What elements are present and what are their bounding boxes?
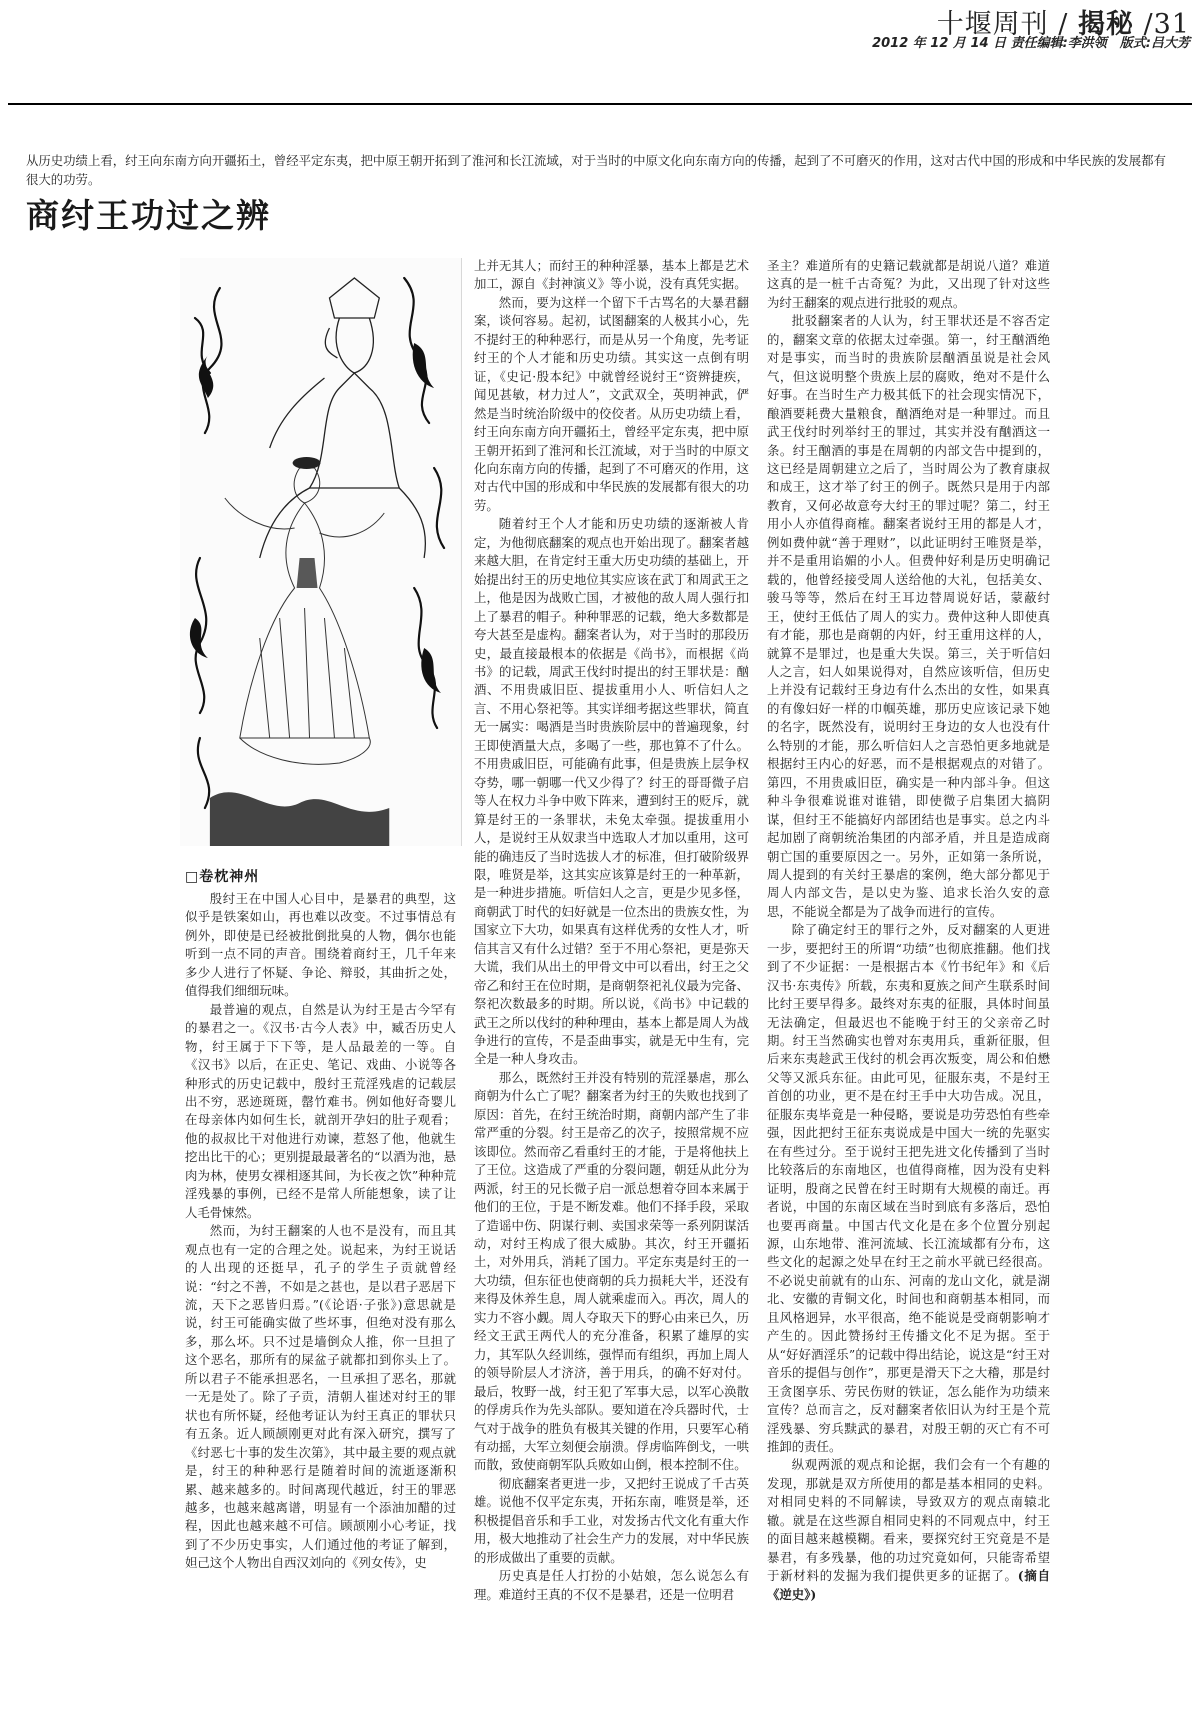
article-column-2 [474, 257, 749, 1604]
paper-name: 十堰周刊 [936, 9, 1049, 40]
top-rule [8, 103, 1192, 105]
paragraph: 随着纣王个人才能和历史功绩的逐渐被人肯定，为他彻底翻案的观点也开始出现了。翻案者越来越大胆，在肯定纣王重大历史功绩的基础上，开始提出纣王的历史地位其实应该在武丁和周武王之上，他是因为战败亡国，才被他的敌人周人强行扣上了暴君的帽子。种种罪恶的记载，绝大多数都是夸大甚至是虚构。翻案者认为，对于当时的那段历史，最直接最根本的依据是《尚书》，而根据《尚书》的记载，周武王伐纣时提出的纣王罪状是：酗酒、不用贵戚旧臣、提拔重用小人、听信妇人之言、不用心祭祀等。其实详细考据这些罪状，简直无一属实：喝酒是当时贵族阶层中的普遍现象，纣王即使酒量大点，多喝了一些，那也算不了什么。不用贵戚旧臣，可能确有此事，但是贵族上层争权夺势，哪一朝哪一代又少得了？纣王的哥哥微子启等人在权力斗争中败下阵来，遭到纣王的贬斥，就算是纣王的一条罪状，未免太牵强。提拔重用小人，是说纣王从奴隶当中选取人才加以重用，这可能的确违反了当时选拔人才的标准，但打破阶级界限，唯贤是举，这其实应该算是纣王的一种革新，是一种进步措施。听信妇人之言，更是少见多怪，商朝武丁时代的妇好就是一位杰出的贵族女性，为国家立下大功，如果真有这样优秀的女性人才，听信其言又有什么过错？至于不用心祭祀，更是弥天大谎，我们从出土的甲骨文中可以看出，纣王之父帝乙和纣王在位时期，是商朝祭祀礼仪最为完备、祭祀次数最多的时期。所以说，《尚书》中记载的武王之所以伐纣的种种理由，基本上都是周人为战争进行的宣传，不是歪曲事实，就是无中生有，完全是一种人身攻击。 [474, 516, 749, 1067]
paragraph: 上并无其人；而纣王的种种淫暴，基本上都是艺术加工，源自《封神演义》等小说，没有真凭实据。 [474, 258, 749, 292]
paragraph: 历史真是任人打扮的小姑娘，怎么说怎么有理。难道纣王真的不仅不是暴君，还是一位明君 [474, 1568, 749, 1602]
masthead-info: 2012 年 12 月 14 日 责任编辑:李洪领 版式:吕大芳 [872, 36, 1190, 51]
paragraph: 批驳翻案者的人认为，纣王罪状还是不容否定的，翻案文章的依据太过牵强。第一，纣王酗酒绝对是事实，而当时的贵族阶层酗酒虽说是社会风气，但这说明整个贵族上层的腐败，绝对不是什么好事。在当时生产力极其低下的社会现实情况下，酿酒要耗费大量粮食，酗酒绝对是一种罪过。而且武王伐纣时列举纣王的罪过，其实并没有酗酒这一条。纣王酗酒的事是在周朝的内部文告中提到的，这已经是周朝建立之后了，当时周公为了教育康叔和成王，这才举了纣王的例子。既然只是用于内部教育，又何必故意夸大纣王的罪过呢？第二，纣王用小人亦值得商榷。翻案者说纣王用的都是人才，例如费仲就“善于理财”，以此证明纣王唯贤是举，并不是重用谄媚的小人。但费仲好利是历史明确记载的，他曾经接受周人送给他的大礼，包括美女、骏马等等，然后在纣王耳边替周说好话，蒙蔽纣王，使纣王低估了周人的实力。费仲这种人即使真有才能，那也是商朝的内奸，纣王重用这样的人，就算不是罪过，也是重大失误。第三，关于听信妇人之言，妇人如果说得对，自然应该听信，但历史上并没有记载纣王身边有什么杰出的女性，如果真的有像妇好一样的巾帼英雄，那历史应该记录下她的名字，既然没有，说明纣王身边的女人也没有什么特别的才能，那么听信妇人之言恐怕更多地就是根据纣王内心的好恶，而不是根据观点的对错了。第四，不用贵戚旧臣，确实是一种内部斗争。但这种斗争很难说谁对谁错，即使微子启集团大搞阴谋，但纣王不能搞好内部团结也是事实。总之内斗起加剧了商朝统治集团的内部矛盾，并且是造成商朝亡国的重要原因之一。另外，正如第一条所说，周人提到的有关纣王暴虐的案例，绝大部分都见于周人内部文告，是以史为鉴、追求长治久安的意思，不能说全都是为了战争而进行的宣传。 [767, 313, 1050, 919]
paragraph: 然而，要为这样一个留下千古骂名的大暴君翻案，谈何容易。起初，试图翻案的人极其小心，先不提纣王的种种恶行，而是从另一个角度，先考证纣王的个人才能和历史功绩。其实这一点倒有明证，《史记·殷本纪》中就曾经说纣王“资辨捷疾，闻见甚敏，材力过人”，文武双全，英明神武，俨然是当时统治阶级中的佼佼者。从历史功绩上看，纣王向东南方向开疆拓土，曾经平定东夷，把中原王朝开拓到了淮河和长江流域，对于当时的中原文化向东南方向的传播，起到了不可磨灭的作用，这对古代中国的形成和中华民族的发展都有很大的功劳。 [474, 294, 749, 513]
section-name: 揭秘 [1077, 9, 1134, 40]
paragraph: 圣主？难道所有的史籍记载就都是胡说八道？难道这真的是一桩千古奇冤？为此，又出现了针对这些为纣王翻案的观点进行批驳的观点。 [767, 258, 1050, 310]
paragraph: 殷纣王在中国人心目中，是暴君的典型，这似乎是铁案如山，再也难以改变。不过事情总有例外，即使是已经被批倒批臭的人物，偶尔也能听到一点不同的声音。围绕着商纣王，几千年来多少人进行了怀疑、争论、辩驳，其曲折之处，值得我们细细玩味。 [185, 891, 456, 999]
paragraph-final [767, 1456, 1050, 1604]
article-source: (摘自《逆史》) [767, 1568, 1050, 1602]
final-paragraph-text: 纵观两派的观点和论据，我们会有一个有趣的发现，那就是双方所使用的都是基本相同的史料。对相同史料的不同解读，导致双方的观点南辕北辙。就是在这些源自相同史料的不同观点中，纣王的面目越来越模糊。看来，要探究纣王究竟是不是暴君，有多残暴，他的功过究竟如何，只能寄希望于新材料的发掘为我们提供更多的证据了。 [767, 1457, 1050, 1584]
ink-illustration [180, 258, 461, 846]
paragraph: 那么，既然纣王并没有特别的荒淫暴虐，那么商朝为什么亡了呢？翻案者为纣王的失败也找到了原因：首先，在纣王统治时期，商朝内部产生了非常严重的分裂。纣王是帝乙的次子，按照常规不应该即位。然而帝乙看重纣王的才能，于是将他扶上了王位。这造成了严重的分裂问题，朝廷从此分为两派，纣王的兄长微子启一派总想着夺回本来属于他们的王位，于是不断发难。他们不择手段，采取了造谣中伤、阴谋行刺、卖国求荣等一系列阴谋活动，对纣王构成了很大威胁。其次，纣王开疆拓土，对外用兵，消耗了国力。平定东夷是纣王的一大功绩，但东征也使商朝的兵力损耗大半，还没有来得及休养生息，周人就乘虚而入。再次，周人的实力不容小觑。周人夺取天下的野心由来已久，历经文王武王两代人的充分准备，积累了雄厚的实力，其军队久经训练，强悍而有组织，再加上周人的领导阶层人才济济，善于用兵，的确不好对付。最后，牧野一战，纣王犯了军事大忌，以军心涣散的俘虏兵作为先头部队。要知道在冷兵器时代，士气对于战争的胜负有极其关键的作用，只要军心稍有动摇，大军立刻便会崩溃。俘虏临阵倒戈，一哄而散，致使商朝军队兵败如山倒，根本控制不住。 [474, 1069, 749, 1473]
article-lead: 从历史功绩上看，纣王向东南方向开疆拓土，曾经平定东夷，把中原王朝开拓到了淮河和长江流域，对于当时的中原文化向东南方向的传播，起到了不可磨灭的作用，这对古代中国的形成和中华民族的发展都有很大的功劳。 [26, 153, 1166, 187]
paragraph: 彻底翻案者更进一步，又把纣王说成了千古英雄。说他不仅平定东夷，开拓东南，唯贤是举，还积极提倡音乐和手工业，对发扬古代文化有重大作用，极大地推动了社会生产力的发展，对中华民族的形成做出了重要的贡献。 [474, 1475, 749, 1565]
masthead-slash: / [1048, 9, 1078, 40]
page-number: /31 [1133, 9, 1190, 40]
paragraph: 除了确定纣王的罪行之外，反对翻案的人更进一步，要把纣王的所谓“功绩”也彻底推翻。他们找到了不少证据：一是根据古本《竹书纪年》和《后汉书·东夷传》所载，东夷和夏族之间产生联系时间比纣王要早得多。最终对东夷的征服，具体时间虽无法确定，但最迟也不能晚于纣王的父亲帝乙时期。纣王当然确实也曾对东夷用兵，重新征服，但后来东夷趁武王伐纣的机会再次叛变，周公和伯懋父等又派兵东征。由此可见，征服东夷，不是纣王首创的功业，更不是在纣王手中大功告成。况且，征服东夷毕竟是一种侵略，要说是功劳恐怕有些牵强，因此把纣王征东夷说成是中国大一统的先驱实在有些过分。至于说纣王把先进文化传播到了当时比较落后的东南地区，也值得商榷，因为没有史料证明，殷商之民曾在纣王时期有大规模的南迁。再者说，中国的东南区域在当时到底有多落后，恐怕也要再商量。中国古代文化是在多个位置分别起源，山东地带、淮河流域、长江流域都有分布，这些文化的起源之处早在纣王之前水平就已经很高。不必说史前就有的山东、河南的龙山文化，就是湖北、安徽的青铜文化，时间也和商朝基本相同，而且风格迥异，水平很高，绝不能说是受商朝影响才产生的。因此赞扬纣王传播文化不足为据。至于从“好好酒淫乐”的记载中得出结论，说这是“纣王对音乐的提倡与创作”，那更是滑天下之大稽，那是纣王贪图享乐、劳民伤财的铁证，怎么能作为功绩来宣传？总而言之，反对翻案者依旧认为纣王是个荒淫残暴、穷兵黩武的暴君，对殷王朝的灭亡有不可推卸的责任。 [767, 922, 1050, 1454]
article-byline: □卷枕神州 [185, 869, 260, 885]
illustration-king-and-consort [180, 258, 462, 846]
article-column-3 [767, 257, 1050, 1604]
masthead [690, 0, 1190, 50]
paragraph: 最普遍的观点，自然是认为纣王是古今罕有的暴君之一。《汉书·古今人表》中，臧否历史人物，纣王属于下下等，是人品最差的一等。自《汉书》以后，在正史、笔记、戏曲、小说等各种形式的历史记载中，殷纣王荒淫残虐的记载层出不穷，恶迹斑斑，罄竹难书。例如他好奇婴儿在母亲体内如何生长，就剖开孕妇的肚子观看；他的叔叔比干对他进行劝谏，惹怒了他，他就生挖出比干的心；更别提最最著名的“以酒为池，悬肉为林，使男女裸相逐其间，为长夜之饮”种种荒淫残暴的事例，已经不是常人所能想象，读了让人毛骨悚然。 [185, 1001, 456, 1220]
article-column-1 [185, 890, 456, 1573]
paragraph: 然而，为纣王翻案的人也不是没有，而且其观点也有一定的合理之处。说起来，为纣王说话的人出现的还挺早，孔子的学生子贡就曾经说：“纣之不善，不如是之甚也，是以君子恶居下流，天下之恶皆归焉。”(《论语·子张》)意思就是说，纣王可能确实做了些坏事，但绝对没有那么多，那么坏。只不过是墙倒众人推，你一旦担了这个恶名，那所有的屎盆子就都扣到你头上了。所以君子不能承担恶名，一旦承担了恶名，那就一无是处了。除了子贡，清朝人崔述对纣王的罪状也有所怀疑，经他考证认为纣王真正的罪状只有五条。近人顾颉刚更对此有深入研究，撰写了《纣恶七十事的发生次第》，其中最主要的观点就是，纣王的种种恶行是随着时间的流逝逐渐积累、越来越多的。时间离现代越近，纣王的罪恶越多，也越来越离谱，明显有一个添油加醋的过程，因此也越来越不可信。顾颉刚小心考证，找到了不少历史事实，人们通过他的考证了解到，妲己这个人物出自西汉刘向的《列女传》，史 [185, 1223, 456, 1571]
article-title: 商纣王功过之辨 [26, 196, 271, 235]
